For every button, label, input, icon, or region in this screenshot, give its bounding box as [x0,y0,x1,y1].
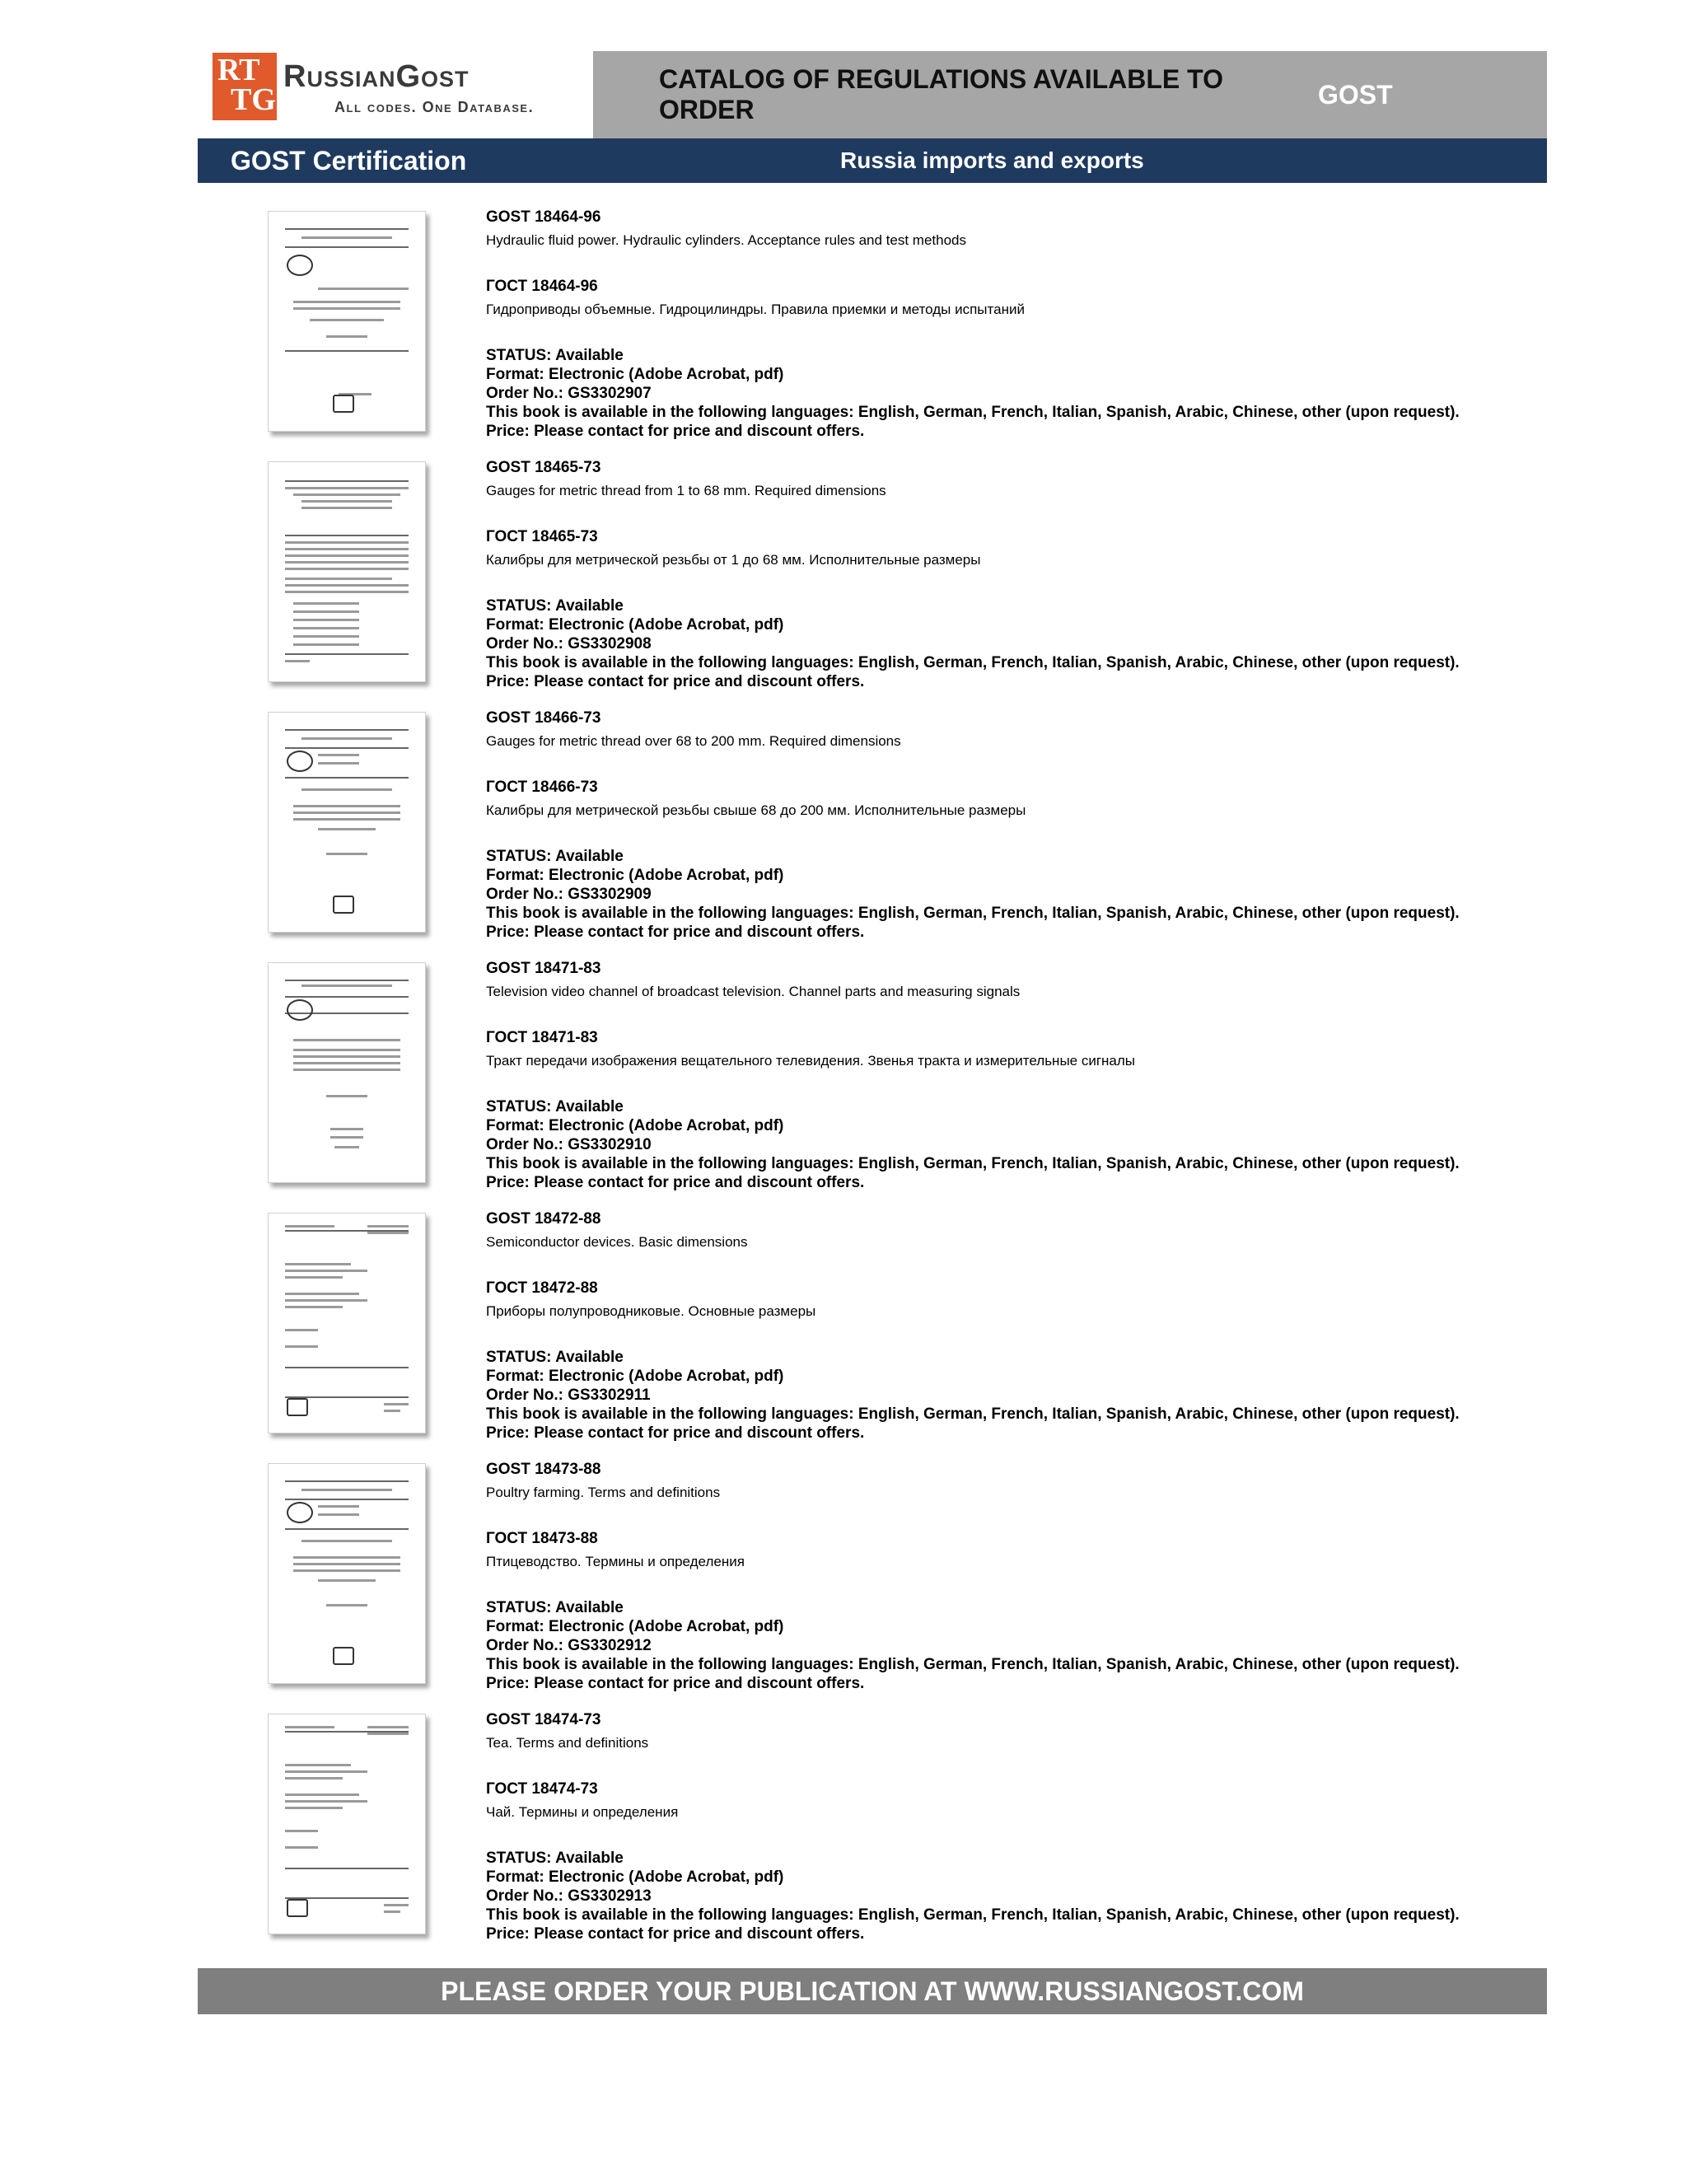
item-order-number: Order No.: GS3302911 [486,1387,651,1404]
item-price: Price: Please contact for price and discount offers. [486,673,865,690]
item-status: STATUS: Available [486,848,624,865]
document-cover-thumbnail [268,1213,426,1433]
item-title-ru: Тракт передачи изображения вещательного телевидения. Звенья тракта и измерительные сигналы [486,1053,1136,1069]
spacer [486,320,1540,346]
spacer [486,1252,1540,1279]
item-title-ru: Приборы полупроводниковые. Основные размеры [486,1303,816,1319]
catalog-list [198,208,1547,1961]
catalog-item [198,208,1547,458]
item-title-en: Television video channel of broadcast television. Channel parts and measuring signals [486,984,1021,999]
item-format: Format: Electronic (Adobe Acrobat, pdf) [486,867,784,884]
catalog-item [198,1710,1547,1961]
logo-mark-line1: RT [217,53,260,87]
spacer [486,821,1540,847]
item-order-number: Order No.: GS3302909 [486,886,652,903]
item-details [486,1460,1540,1693]
item-languages: This book is available in the following languages: English, German, French, Italian, Spanish, Arabic, Chinese, other (upon request). [486,1155,1460,1172]
item-order-number: Order No.: GS3302907 [486,385,652,402]
logo-mark-icon [213,53,277,120]
gost-tag: GOST [1318,79,1393,110]
document-cover-thumbnail [268,211,426,432]
item-details [486,458,1540,691]
item-code-ru: ГОСТ 18473-88 [486,1530,598,1547]
catalog-item [198,959,1547,1209]
item-code-ru: ГОСТ 18465-73 [486,528,598,545]
header-title-bar [593,51,1547,138]
catalog-title: CATALOG OF REGULATIONS AVAILABLE TO ORDER [659,64,1223,124]
item-languages: This book is available in the following languages: English, German, French, Italian, Spanish, Arabic, Chinese, other (upon request). [486,404,1460,421]
item-title-ru: Гидроприводы объемные. Гидроцилиндры. Правила приемки и методы испытаний [486,302,1025,317]
item-status: STATUS: Available [486,1850,624,1867]
logo-name: RussianGost [283,59,470,94]
item-format: Format: Electronic (Adobe Acrobat, pdf) [486,1618,784,1635]
item-languages: This book is available in the following languages: English, German, French, Italian, Spanish, Arabic, Chinese, other (upon request). [486,905,1460,922]
item-title-en: Gauges for metric thread over 68 to 200 mm. Required dimensions [486,733,901,749]
item-details [486,959,1540,1192]
item-order-number: Order No.: GS3302913 [486,1887,652,1905]
certification-bar [198,138,1547,183]
spacer [486,1071,1540,1097]
item-title-ru: Калибры для метрической резьбы свыше 68 до 200 мм. Исполнительные размеры [486,802,1026,818]
item-details [486,1209,1540,1443]
catalog-item [198,709,1547,959]
item-price: Price: Please contact for price and discount offers. [486,1174,865,1191]
document-cover-thumbnail [268,962,426,1183]
item-code: GOST 18471-83 [486,960,601,977]
spacer [486,1822,1540,1849]
item-details [486,208,1540,441]
item-format: Format: Electronic (Adobe Acrobat, pdf) [486,366,784,383]
item-code-ru: ГОСТ 18464-96 [486,278,598,295]
item-status: STATUS: Available [486,1599,624,1616]
page-header [198,51,1547,138]
item-code: GOST 18474-73 [486,1711,601,1728]
spacer [486,1002,1540,1028]
item-title-en: Poultry farming. Terms and definitions [486,1485,721,1500]
item-details [486,709,1540,942]
item-order-number: Order No.: GS3302908 [486,635,652,652]
spacer [486,250,1540,277]
item-languages: This book is available in the following languages: English, German, French, Italian, Spanish, Arabic, Chinese, other (upon request). [486,1906,1460,1924]
item-status: STATUS: Available [486,347,624,364]
item-code: GOST 18465-73 [486,459,601,476]
catalog-item [198,1209,1547,1460]
item-price: Price: Please contact for price and discount offers. [486,1675,865,1692]
logo-tagline: All codes. One Database. [334,99,535,115]
item-title-ru: Калибры для метрической резьбы от 1 до 68 мм. Исполнительные размеры [486,552,981,568]
item-code-ru: ГОСТ 18471-83 [486,1029,598,1046]
item-status: STATUS: Available [486,597,624,615]
item-title-en: Gauges for metric thread from 1 to 68 mm. Required dimensions [486,483,886,498]
document-cover-thumbnail [268,1463,426,1684]
item-title-en: Tea. Terms and definitions [486,1735,649,1751]
item-languages: This book is available in the following languages: English, German, French, Italian, Spanish, Arabic, Chinese, other (upon request). [486,654,1460,671]
certification-label: GOST Certification [231,145,467,175]
spacer [486,1572,1540,1598]
spacer [486,570,1540,596]
item-price: Price: Please contact for price and discount offers. [486,423,865,440]
item-code-ru: ГОСТ 18472-88 [486,1279,598,1297]
imports-exports-label: Russia imports and exports [840,147,1144,173]
document-cover-thumbnail [268,461,426,682]
item-price: Price: Please contact for price and discount offers. [486,924,865,941]
catalog-item [198,1460,1547,1710]
item-code: GOST 18472-88 [486,1210,601,1228]
item-price: Price: Please contact for price and discount offers. [486,1925,865,1943]
item-title-en: Semiconductor devices. Basic dimensions [486,1234,748,1250]
item-format: Format: Electronic (Adobe Acrobat, pdf) [486,1368,784,1385]
item-status: STATUS: Available [486,1349,624,1366]
catalog-item [198,458,1547,709]
item-details [486,1710,1540,1943]
item-format: Format: Electronic (Adobe Acrobat, pdf) [486,1117,784,1134]
spacer [486,501,1540,527]
document-cover-thumbnail [268,1714,426,1934]
item-code: GOST 18466-73 [486,709,601,727]
logo [198,51,593,138]
item-languages: This book is available in the following languages: English, German, French, Italian, Spanish, Arabic, Chinese, other (upon request). [486,1656,1460,1673]
item-code-ru: ГОСТ 18474-73 [486,1780,598,1798]
item-format: Format: Electronic (Adobe Acrobat, pdf) [486,1868,784,1886]
document-cover-thumbnail [268,712,426,933]
item-status: STATUS: Available [486,1098,624,1115]
item-title-en: Hydraulic fluid power. Hydraulic cylinders. Acceptance rules and test methods [486,232,967,248]
item-price: Price: Please contact for price and discount offers. [486,1424,865,1442]
item-title-ru: Птицеводство. Термины и определения [486,1554,745,1569]
item-title-ru: Чай. Термины и определения [486,1804,679,1820]
spacer [486,751,1540,778]
item-code: GOST 18473-88 [486,1461,601,1478]
item-code-ru: ГОСТ 18466-73 [486,779,598,796]
catalog-page [198,51,1547,1943]
spacer [486,1503,1540,1529]
item-order-number: Order No.: GS3302910 [486,1136,652,1153]
item-order-number: Order No.: GS3302912 [486,1637,652,1654]
logo-mark-line2: TG [231,82,276,117]
item-languages: This book is available in the following languages: English, German, French, Italian, Spanish, Arabic, Chinese, other (upon request). [486,1405,1460,1423]
order-footer-text[interactable]: PLEASE ORDER YOUR PUBLICATION AT WWW.RUSSIANGOST.COM [441,1976,1304,2006]
spacer [486,1753,1540,1779]
item-format: Format: Electronic (Adobe Acrobat, pdf) [486,616,784,634]
order-footer[interactable] [198,1968,1547,2014]
item-code: GOST 18464-96 [486,208,601,226]
spacer [486,1321,1540,1348]
